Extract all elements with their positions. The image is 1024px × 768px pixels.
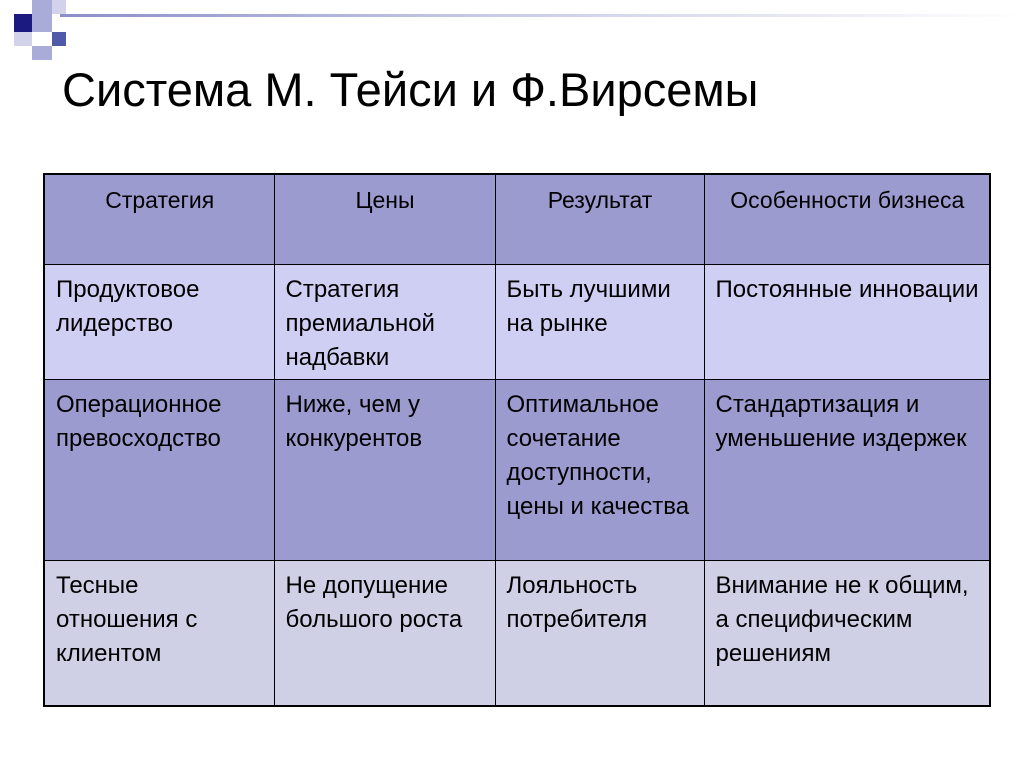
table-cell: Тесные отношения с клиентом — [44, 560, 274, 706]
corner-square-blue — [52, 32, 66, 46]
corner-square-pale-2 — [14, 32, 32, 46]
table-cell: Постоянные инновации — [704, 264, 990, 379]
table-row — [44, 379, 990, 560]
corner-square-pale — [52, 0, 66, 14]
table-cell: Внимание не к общим, а специфическим решениям — [704, 560, 990, 706]
table-cell: Ниже, чем у конкурентов — [274, 379, 495, 560]
table-cell: Стандартизация и уменьшение издержек — [704, 379, 990, 560]
table-cell: Продуктовое лидерство — [44, 264, 274, 379]
corner-square-lavender-2 — [32, 14, 52, 32]
strategy-table — [43, 173, 991, 707]
header-cell: Цены — [274, 174, 495, 264]
table-cell: Операционное превосходство — [44, 379, 274, 560]
slide-title: Система М. Тейси и Ф.Вирсемы — [62, 63, 759, 116]
table-row — [44, 264, 990, 379]
corner-square-lavender — [32, 0, 52, 14]
table-header-row — [44, 174, 990, 264]
top-rule — [60, 14, 1024, 17]
table-cell: Быть лучшими на рынке — [495, 264, 704, 379]
corner-square-navy — [14, 14, 32, 32]
header-cell: Особенности бизнеса — [704, 174, 990, 264]
corner-square-lavender-3 — [32, 46, 52, 60]
table-cell: Оптимальное сочетание доступности, цены и качества — [495, 379, 704, 560]
table-row — [44, 560, 990, 706]
table-cell: Стратегия премиальной надбавки — [274, 264, 495, 379]
table-cell: Лояльность потребителя — [495, 560, 704, 706]
header-cell: Результат — [495, 174, 704, 264]
table-cell: Не допущение большого роста — [274, 560, 495, 706]
header-cell: Стратегия — [44, 174, 274, 264]
